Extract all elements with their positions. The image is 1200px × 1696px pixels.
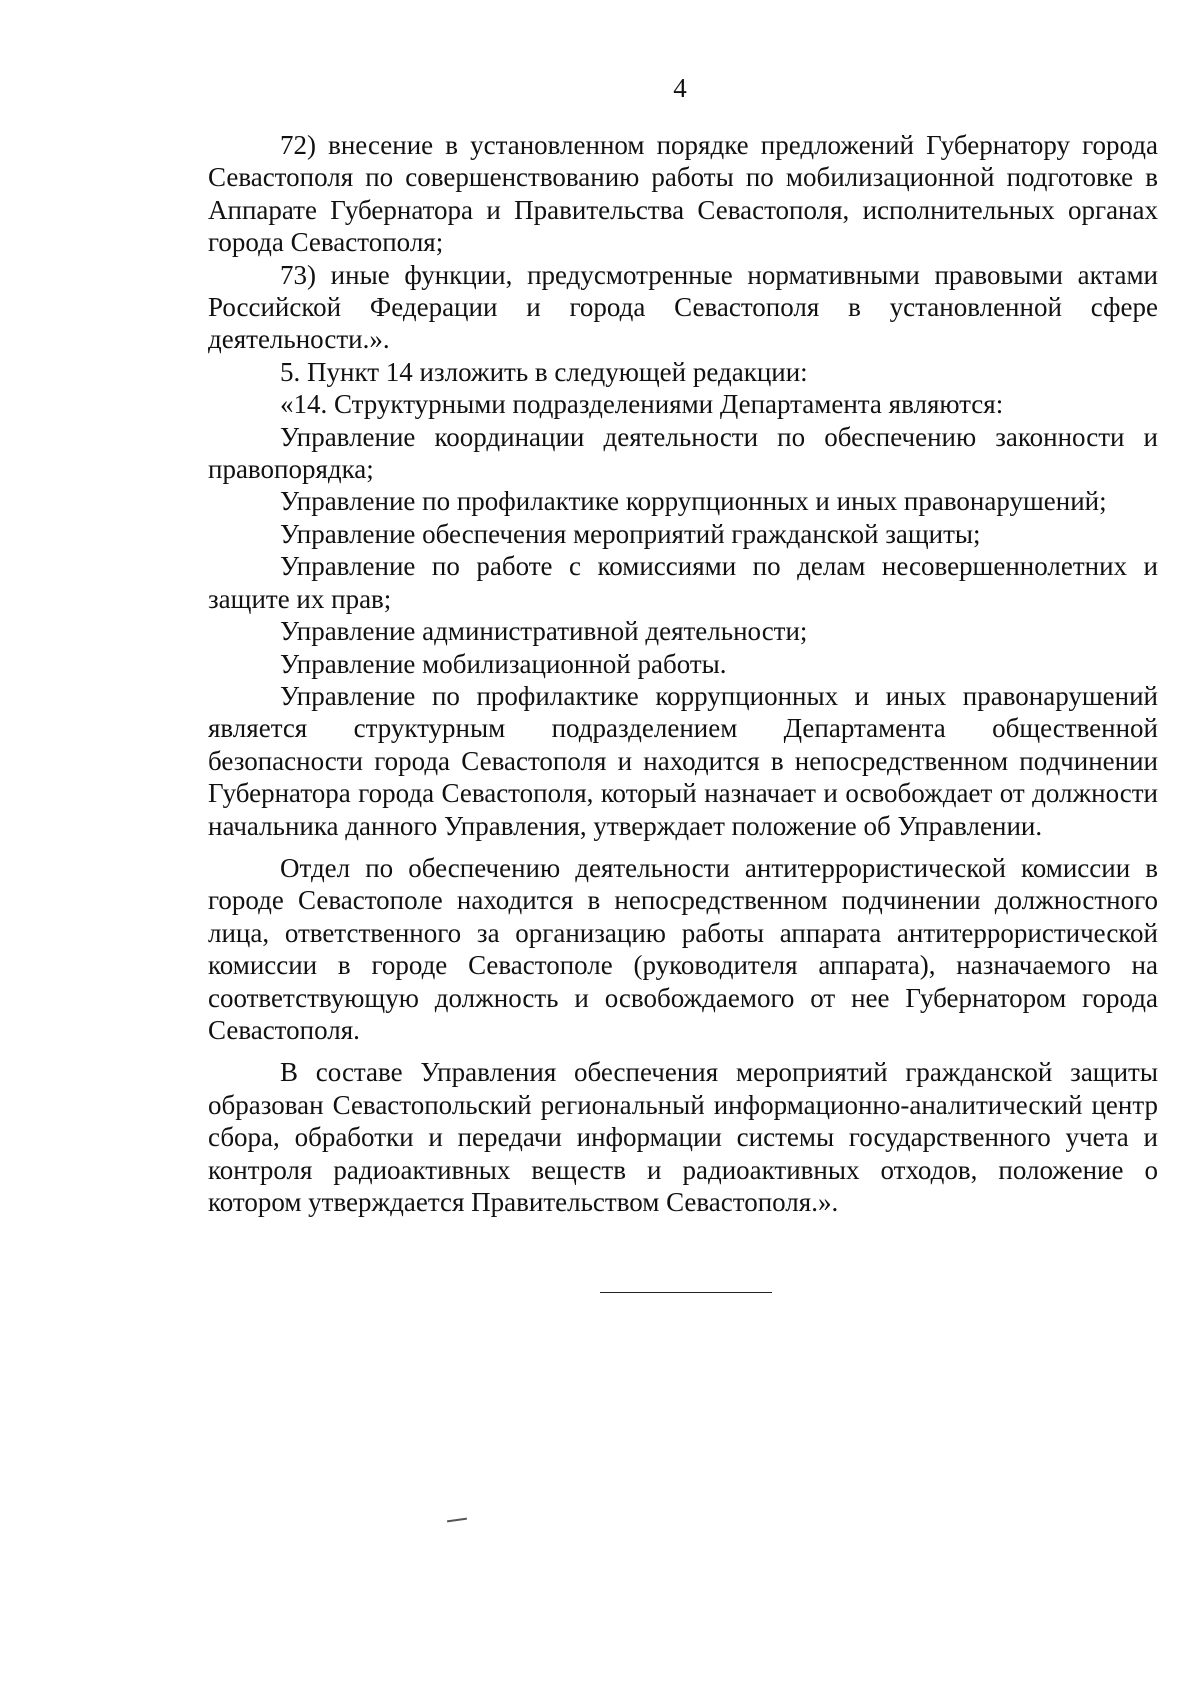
paragraph-item-73: 73) иные функции, предусмотренные нормативными правовыми актами Российской Федерации и города Севастополя в установленной сфере деятельности.».: [208, 259, 1158, 355]
page-number: 4: [673, 73, 687, 103]
paragraph-division: Управление административной деятельности;: [280, 616, 808, 647]
paragraph-amendment-5: 5. Пункт 14 изложить в следующей редакции:: [280, 356, 808, 387]
paragraph-antiterror-department: Отдел по обеспечению деятельности антитеррористической комиссии в городе Севастополе находится в непосредственном подчинении должностного лица, ответственного за организацию работы аппарата антитеррористической комиссии в городе Севастополе (руководителя аппарата), назначаемого на соответствующую должность и освобождаемого от нее Губернатором города Севастополя.: [208, 852, 1158, 1045]
paragraph-division: Управление обеспечения мероприятий гражданской защиты;: [280, 518, 981, 549]
paragraph-division: Управление по работе с комиссиями по делам несовершеннолетних и защите их прав;: [208, 551, 1158, 614]
scan-mark: [447, 1518, 467, 1523]
paragraph-division: Управление мобилизационной работы.: [280, 648, 727, 679]
paragraph-division: Управление по профилактике коррупционных и иных правонарушений;: [280, 486, 1107, 517]
paragraph-item-72: 72) внесение в установленном порядке предложений Губернатору города Севастополя по совершенствованию работы по мобилизационной подготовке в Аппарате Губернатора и Правительства Севастополя, исполнительных органах города Севастополя;: [208, 130, 1158, 258]
paragraph-division: Управление координации деятельности по обеспечению законности и правопорядка;: [208, 421, 1158, 485]
paragraph-clause-14: «14. Структурными подразделениями Департамента являются:: [280, 389, 1004, 420]
document-body: [208, 129, 1158, 1218]
paragraph-information-center: В составе Управления обеспечения мероприятий гражданской защиты образован Севастопольский региональный информационно-аналитический центр сбора, обработки и передачи информации системы государственного учета и контроля радиоактивных веществ и радиоактивных отходов, положение о котором утверждается Правительством Севастополя.».: [208, 1057, 1158, 1217]
paragraph-subordination: Управление по профилактике коррупционных и иных правонарушений является структурным подразделением Департамента общественной безопасности города Севастополя и находится в непосредственном подчинении Губернатора города Севастополя, который назначает и освобождает от должности начальника данного Управления, утверждает положение об Управлении.: [208, 680, 1158, 841]
end-of-text-line: [600, 1292, 772, 1293]
